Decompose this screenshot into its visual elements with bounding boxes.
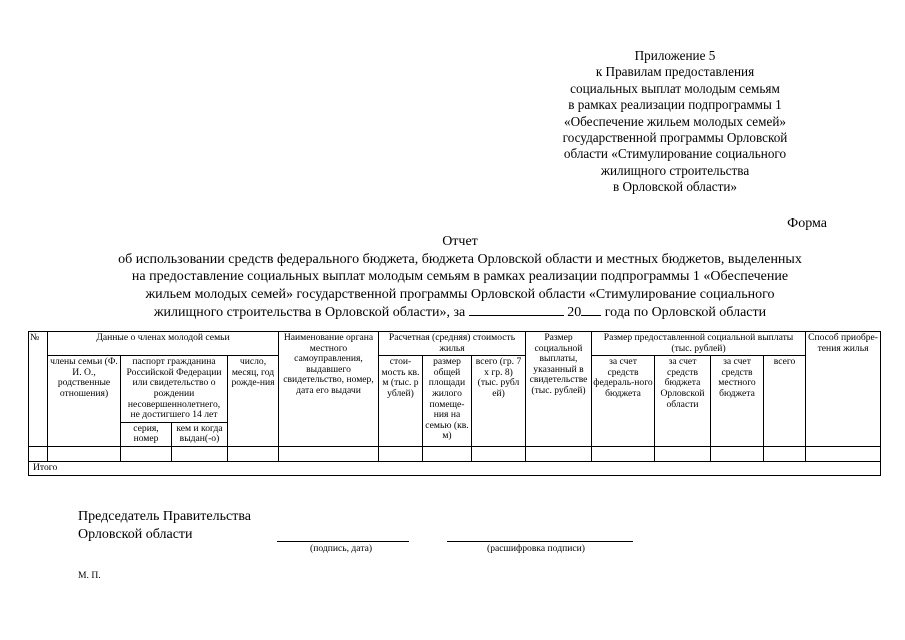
signature-caption: (подпись, дата)	[310, 543, 373, 554]
signature-transcript-line	[447, 541, 633, 542]
title-region-text: года по Орловской области	[604, 305, 767, 321]
col-method: Способ приобре-тения жилья	[806, 332, 881, 447]
report-table	[28, 331, 881, 476]
col-passport-series: серия, номер	[121, 422, 172, 446]
col-authority: Наименование органа местного самоуправления, выдавшего свидетельство, номер, дата его выдачи	[279, 332, 379, 447]
table-cell	[806, 446, 881, 461]
title-year-prefix: 20	[567, 305, 582, 321]
appendix-line: к Правилам предоставления	[595, 64, 755, 80]
table-cell	[764, 446, 806, 461]
table-cell	[29, 446, 48, 461]
appendix-line: социальных выплат молодым семьям	[570, 80, 780, 96]
form-label: Форма	[787, 216, 827, 231]
table-cell	[279, 446, 379, 461]
col-passport-issued: кем и когда выдан(-о)	[172, 422, 228, 446]
title-line: об использовании средств федерального бюджета, бюджета Орловской области и местных бюджетов, выделенных	[118, 251, 802, 267]
table-cell	[526, 446, 592, 461]
table-cell	[655, 446, 711, 461]
title-line-period	[60, 303, 860, 322]
table-cell	[472, 446, 526, 461]
col-family-group: Данные о членах молодой семьи	[48, 332, 279, 356]
table-cell	[423, 446, 472, 461]
year-blank	[581, 303, 601, 316]
col-cost-total: всего (гр. 7 х гр. 8) (тыс. рубл ей)	[472, 356, 526, 447]
transcript-caption: (расшифровка подписи)	[487, 543, 585, 554]
table-cell	[592, 446, 655, 461]
table-cell	[172, 446, 228, 461]
col-federal: за счет средств федераль-ного бюджета	[592, 356, 655, 447]
header-row-1	[29, 332, 881, 356]
total-row	[29, 461, 881, 475]
report-title	[60, 233, 860, 322]
appendix-line: жилищного строительства	[600, 162, 750, 178]
col-birth-date: число, месяц, год рожде-ния	[228, 356, 279, 447]
col-cost-group: Расчетная (средняя) стоимость жилья	[379, 332, 526, 356]
total-label: Итого	[29, 461, 881, 475]
appendix-header	[520, 48, 830, 196]
signature-line	[277, 541, 409, 542]
title-line: жильем молодых семей» государственной программы Орловской области «Стимулирование социального	[145, 286, 775, 302]
appendix-line: Приложение 5	[634, 48, 716, 63]
appendix-line: области «Стимулирование социального	[563, 146, 787, 162]
col-payment-size: Размер социальной выплаты, указанный в свидетельстве (тыс. рублей)	[526, 332, 592, 447]
title-line: на предоставление социальных выплат молодым семьям в рамках реализации подпрограммы 1 «Обеспечение	[131, 269, 789, 285]
col-cost-per-m: стои-мость кв. м (тыс. р ублей)	[379, 356, 423, 447]
appendix-line: в Орловской области»	[612, 179, 737, 195]
col-passport: паспорт гражданина Российской Федерации или свидетельство о рождении несовершеннолетнего, не достигшего 14 лет	[121, 356, 228, 423]
col-area: размер общей площади жилого помеще-ния на семью (кв. м)	[423, 356, 472, 447]
col-provided-total: всего	[764, 356, 806, 447]
signatory-region: Орловской области	[78, 526, 193, 542]
col-local: за счет средств местного бюджета	[711, 356, 764, 447]
table-row	[29, 446, 881, 461]
table-cell	[48, 446, 121, 461]
appendix-line: государственной программы Орловской	[562, 130, 788, 146]
col-provided-group: Размер предоставленной социальной выплаты (тыс. рублей)	[592, 332, 806, 356]
table-cell	[121, 446, 172, 461]
header-row-2	[29, 356, 881, 423]
stamp-place: М. П.	[78, 570, 101, 581]
signature-block	[78, 508, 251, 543]
appendix-line: в рамках реализации подпрограммы 1	[568, 97, 782, 113]
col-regional: за счет средств бюджета Орловской области	[655, 356, 711, 447]
col-family-members: члены семьи (Ф. И. О., родственные отношения)	[48, 356, 121, 447]
signatory-title: Председатель Правительства	[78, 509, 251, 524]
table-cell	[379, 446, 423, 461]
period-blank	[469, 303, 564, 316]
col-num: №	[29, 332, 48, 447]
table-cell	[228, 446, 279, 461]
title-line: Отчет	[442, 234, 478, 249]
appendix-line: «Обеспечение жильем молодых семей»	[563, 113, 787, 129]
title-period-text: жилищного строительства в Орловской области», за	[153, 305, 466, 321]
table-cell	[711, 446, 764, 461]
